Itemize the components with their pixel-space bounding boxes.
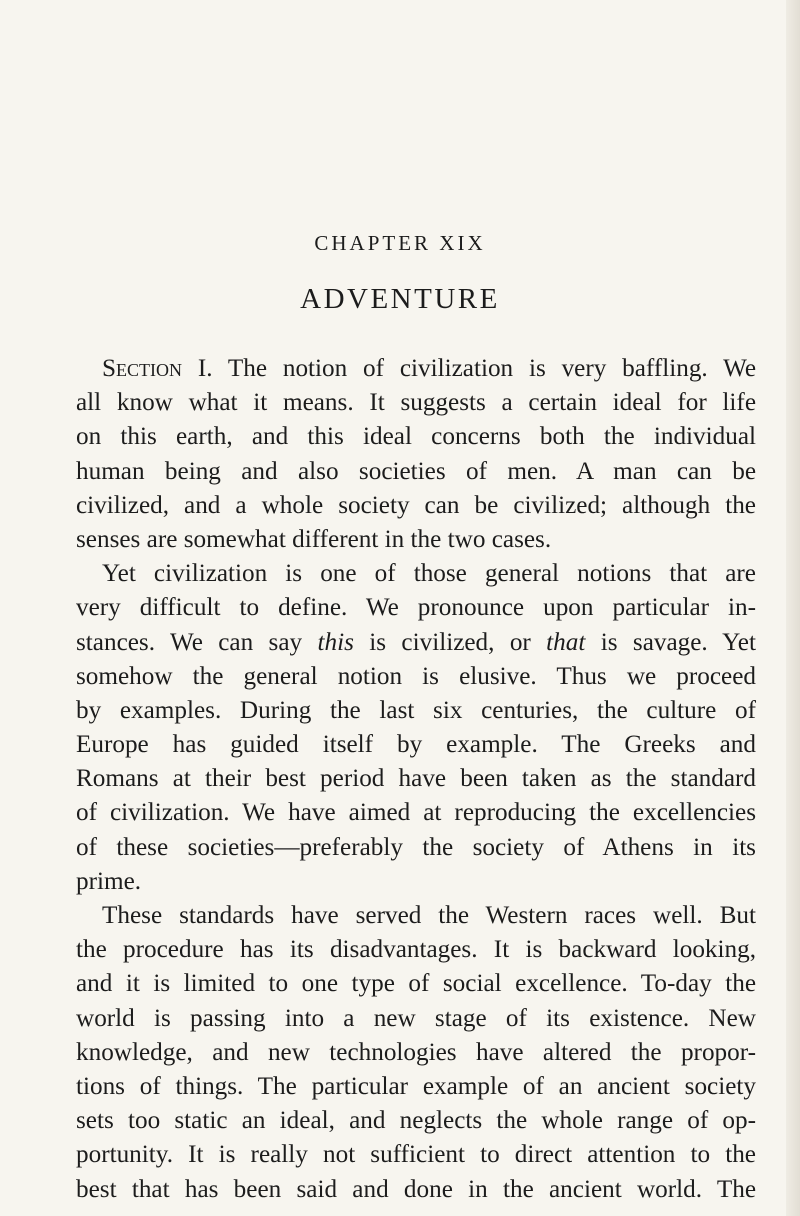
text-line: of these societies—preferably the society of Athens in its: [76, 833, 756, 861]
text-line: sets too static an ideal, and neglects the whole range of op-: [76, 1107, 756, 1135]
text-line: Europe has guided itself by example. The Greeks and: [76, 731, 756, 759]
text-line: best that has been said and done in the ancient world. The: [76, 1175, 756, 1203]
text-line: of civilization. We have aimed at reproducing the excellencies: [76, 799, 756, 827]
body-text: [76, 352, 756, 1207]
text-line: civilized, and a whole society can be civilized; although the: [76, 491, 756, 519]
text-line: prime.: [76, 867, 142, 895]
text-line: world is passing into a new stage of its existence. New: [76, 1004, 756, 1032]
text-line: somehow the general notion is elusive. Thus we proceed: [76, 662, 756, 690]
text-line: all know what it means. It suggests a certain ideal for life: [76, 389, 756, 417]
text-line: portunity. It is really not sufficient to direct attention to the: [76, 1141, 756, 1169]
section-label: Section: [102, 355, 182, 382]
text-line: senses are somewhat different in the two cases.: [76, 525, 552, 553]
text-line: knowledge, and new technologies have altered the propor-: [76, 1038, 756, 1066]
text-line: the procedure has its disadvantages. It is backward looking,: [76, 936, 756, 964]
chapter-label: CHAPTER XIX: [314, 231, 486, 255]
italic-that: that: [546, 628, 586, 656]
text-line: very difficult to define. We pronounce upon particular in-: [76, 594, 756, 622]
text-line: Romans at their best period have been taken as the standard: [76, 765, 756, 793]
text-line: Yet civilization is one of those general notions that are: [102, 560, 756, 588]
text-line: stances. We can say this is civilized, or that is savage. Yet: [76, 628, 756, 656]
italic-this: this: [317, 628, 354, 656]
page-edge: [786, 0, 800, 1216]
text-line: These standards have served the Western races well. But: [102, 902, 756, 929]
text-line: and it is limited to one type of social excellence. To-day the: [76, 970, 756, 998]
text-line: by examples. During the last six centuries, the culture of: [76, 696, 756, 724]
text-line: tions of things. The particular example of an ancient society: [76, 1072, 756, 1100]
text-line: human being and also societies of men. A man can be: [76, 457, 756, 485]
text-line: Section I. The notion of civilization is very baffling. We: [102, 355, 757, 382]
text-line: on this earth, and this ideal concerns both the individual: [76, 423, 756, 451]
chapter-title: ADVENTURE: [300, 283, 500, 315]
